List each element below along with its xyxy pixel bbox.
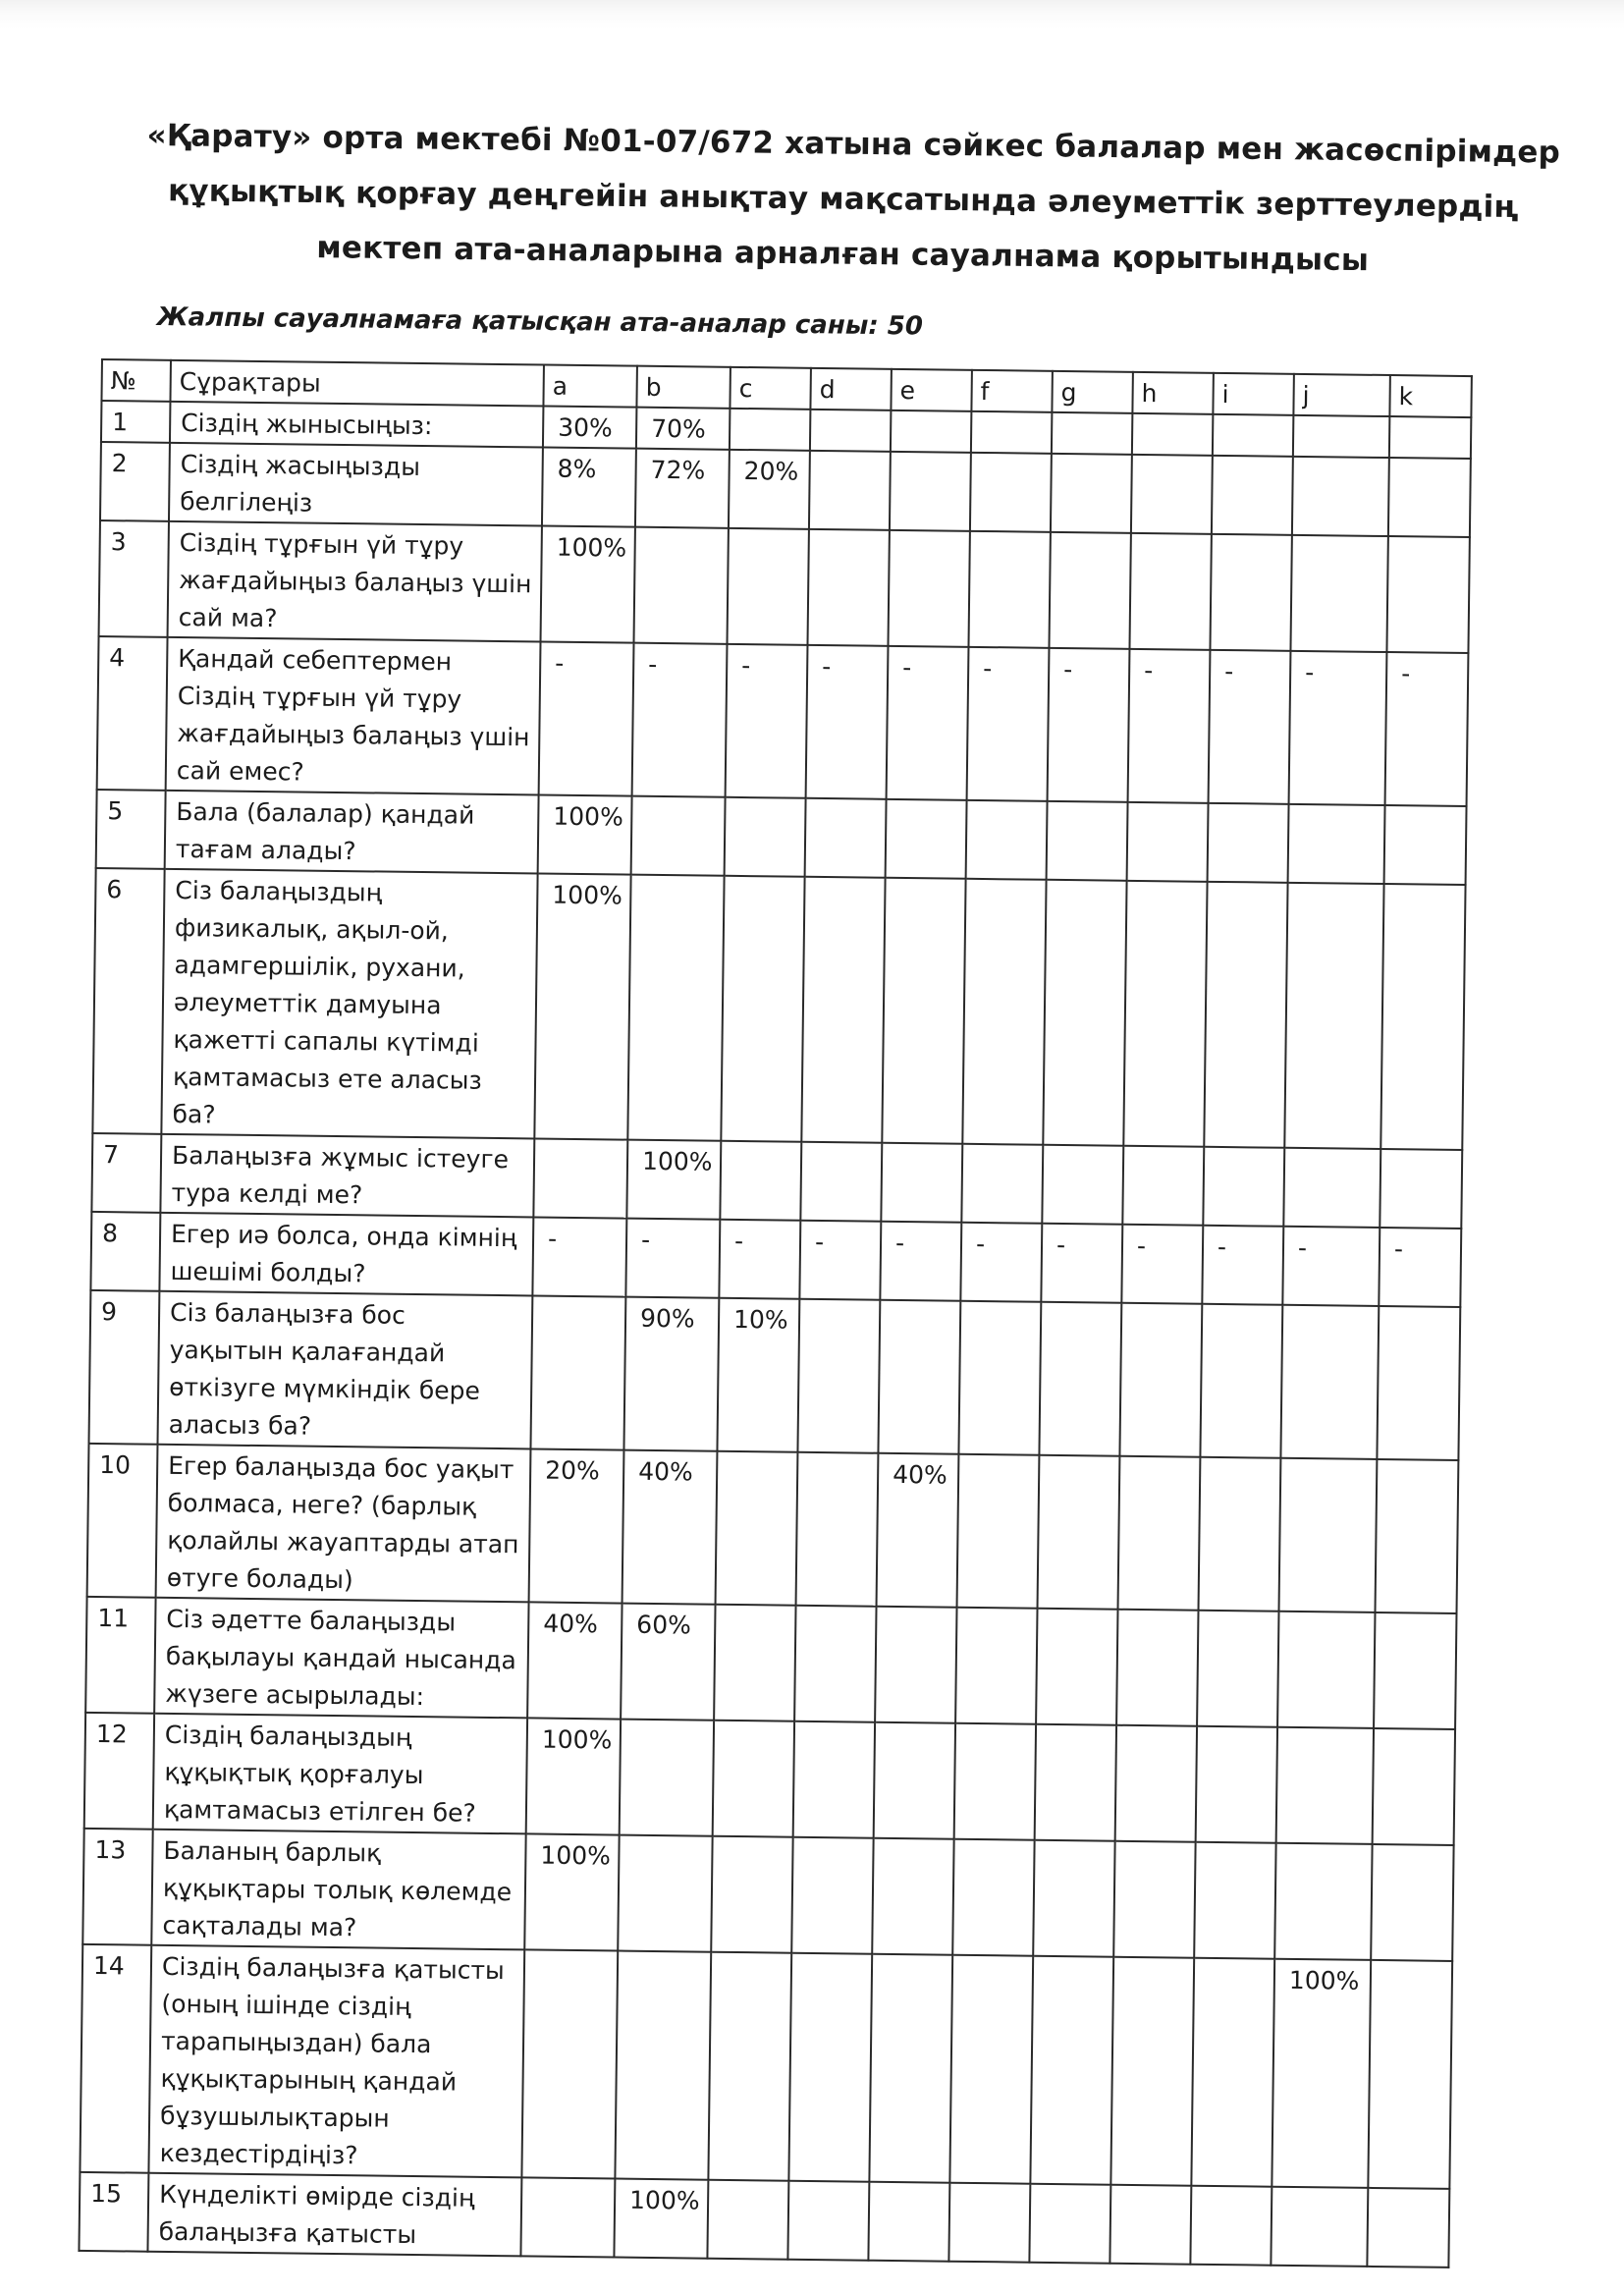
- answer-cell-b: 72%: [635, 449, 730, 528]
- answer-cell-h: [1116, 1610, 1198, 1726]
- row-number: 8: [90, 1212, 160, 1291]
- table-row: [84, 1713, 1455, 1845]
- row-number: 6: [92, 868, 164, 1134]
- answer-cell-j: [1284, 883, 1383, 1149]
- answer-cell-f: [962, 879, 1046, 1145]
- answer-cell-i: [1194, 1842, 1275, 1959]
- answer-cell-d: [787, 2181, 869, 2261]
- table-row: [85, 1597, 1456, 1729]
- header-g: g: [1052, 371, 1133, 413]
- answer-cell-d: [800, 1142, 882, 1222]
- row-number: 12: [84, 1713, 154, 1830]
- answer-cell-f: [958, 1301, 1041, 1455]
- answer-cell-b: 100%: [626, 1140, 721, 1220]
- answer-cell-b: [615, 1951, 711, 2180]
- title-line-1: «Қарату» орта мектебі №01-07/672 хатына сәйкес балалар мен жасөспірімдер: [146, 117, 1561, 171]
- answer-cell-c: [720, 1141, 801, 1221]
- answer-cell-a: 100%: [541, 525, 635, 642]
- answer-cell-g: [1030, 1956, 1113, 2185]
- answer-cell-i: [1210, 534, 1291, 651]
- answer-cell-f: [949, 1955, 1033, 2184]
- answer-cell-h: [1110, 2185, 1191, 2265]
- question-cell: Сіздің тұрғын үй тұру жағдайыңыз балаңыз үшін сай ма?: [168, 521, 542, 642]
- answer-cell-j: [1279, 1458, 1378, 1612]
- answer-cell-h: [1115, 1725, 1197, 1842]
- answer-cell-g: [1035, 1724, 1116, 1841]
- answer-cell-f: [968, 531, 1050, 648]
- answer-cell-g: [1029, 2184, 1110, 2264]
- answer-cell-d: [794, 1606, 876, 1722]
- answer-cell-h: [1129, 533, 1211, 650]
- answer-cell-b: 70%: [636, 408, 731, 450]
- answer-cell-k: [1371, 1844, 1453, 1961]
- question-cell: Сіздің жасыңызды белгілеңіз: [169, 443, 543, 526]
- question-cell: Егер иә болса, онда кімнің шешімі болды?: [159, 1213, 533, 1296]
- answer-cell-i: [1196, 1726, 1277, 1843]
- answer-cell-g: [1033, 1840, 1114, 1957]
- answer-cell-k: [1374, 1612, 1456, 1729]
- header-e: e: [891, 369, 972, 411]
- title-line-2: құқықтық қорғау деңгейін анықтау мақсатында әлеуметтік зерттеулердің: [167, 173, 1519, 226]
- table-row: [89, 1290, 1461, 1460]
- answer-cell-f: [957, 1454, 1040, 1609]
- answer-cell-k: [1384, 805, 1467, 885]
- header-c: c: [730, 367, 811, 410]
- table-row: [99, 520, 1470, 653]
- answer-cell-h: [1118, 1456, 1201, 1611]
- answer-cell-c: [708, 1952, 791, 2181]
- answer-cell-k: [1373, 1728, 1455, 1845]
- answer-cell-k: [1386, 536, 1469, 653]
- answer-cell-d: [791, 1837, 873, 1954]
- answer-cell-c: [707, 2180, 788, 2260]
- answer-cell-j: [1290, 535, 1387, 652]
- answer-cell-j: [1280, 1305, 1379, 1459]
- answer-cell-c: [716, 1451, 798, 1606]
- answer-cell-e: [882, 878, 965, 1144]
- answer-cell-k: [1389, 416, 1472, 459]
- question-cell: Балаңызға жұмыс істеуге тура келді ме?: [160, 1134, 534, 1218]
- answer-cell-g: [1049, 532, 1130, 649]
- answer-cell-g: [1039, 1302, 1121, 1456]
- answer-cell-j: [1276, 1727, 1374, 1844]
- answer-cell-j: [1288, 804, 1385, 884]
- answer-cell-i: [1213, 414, 1294, 457]
- question-cell: Баланың барлық құқықтары толық көлемде сақталады ма?: [151, 1830, 525, 1950]
- answer-cell-b: 90%: [623, 1297, 719, 1451]
- answer-cell-f: [970, 453, 1052, 532]
- answer-cell-h: [1119, 1303, 1202, 1457]
- header-j: j: [1293, 374, 1390, 416]
- answer-cell-b: 100%: [614, 2179, 708, 2259]
- answer-cell-e: [886, 799, 967, 879]
- answer-cell-h: [1113, 1841, 1195, 1958]
- table-row: [97, 636, 1469, 806]
- answer-cell-d: [805, 798, 887, 878]
- answer-cell-i: [1212, 456, 1293, 535]
- row-number: 4: [97, 636, 168, 791]
- answer-cell-e: -: [887, 646, 969, 800]
- answer-cell-e: [891, 410, 972, 453]
- answer-cell-f: -: [960, 1223, 1042, 1302]
- answer-cell-d: [796, 1452, 879, 1607]
- answer-cell-a: [530, 1295, 625, 1449]
- header-b: b: [636, 366, 731, 409]
- question-cell: Бала (балалар) қандай тағам алады?: [165, 791, 539, 874]
- answer-cell-c: [714, 1605, 795, 1721]
- answer-cell-f: [952, 1839, 1034, 1956]
- table-body: [79, 401, 1471, 2268]
- answer-cell-f: -: [967, 647, 1050, 801]
- answer-cell-i: [1199, 1457, 1281, 1612]
- answer-cell-c: [713, 1721, 794, 1837]
- answer-cell-c: [725, 797, 806, 877]
- answer-cell-g: [1052, 412, 1133, 455]
- answer-cell-i: [1191, 1958, 1274, 2187]
- answer-cell-f: [948, 2183, 1030, 2263]
- answer-cell-j: 100%: [1272, 1959, 1371, 2188]
- answer-cell-k: [1380, 1149, 1462, 1229]
- answer-cell-e: [872, 1838, 953, 1955]
- row-number: 14: [80, 1944, 151, 2173]
- answer-cell-d: [810, 410, 892, 452]
- row-number: 15: [79, 2172, 148, 2252]
- table-row: [87, 1444, 1459, 1613]
- question-cell: Сіздің жынысыңыз:: [170, 402, 543, 448]
- answer-cell-g: [1047, 801, 1128, 881]
- row-number: 1: [101, 401, 171, 443]
- answer-cell-h: -: [1121, 1225, 1203, 1304]
- answer-cell-k: -: [1385, 652, 1469, 806]
- answer-cell-j: [1292, 457, 1389, 536]
- row-number: 13: [82, 1829, 152, 1945]
- results-table-wrapper: [78, 358, 1472, 2268]
- answer-cell-a: -: [532, 1217, 626, 1296]
- answer-cell-c: -: [726, 644, 808, 798]
- answer-cell-i: -: [1209, 650, 1291, 804]
- question-cell: Сіздің балаңызға қатысты (оның ішінде сіздің тарапыңыздан) бала құқықтарының қандай бұзушылықтарын кездестірдіңіз?: [148, 1945, 524, 2178]
- question-cell: Егер балаңызда бос уақыт болмаса, неге? (барлық қолайлы жауаптарды атап өтуге болады): [156, 1445, 531, 1603]
- answer-cell-e: [874, 1722, 955, 1839]
- answer-cell-e: [878, 1300, 960, 1454]
- answer-cell-e: -: [880, 1222, 961, 1301]
- answer-cell-c: [730, 409, 811, 451]
- answer-cell-a: [520, 2177, 615, 2257]
- answer-cell-a: 100%: [524, 1833, 619, 1950]
- answer-cell-c: [721, 876, 804, 1142]
- table-row: [92, 868, 1465, 1150]
- answer-cell-f: [966, 800, 1048, 880]
- row-number: 10: [87, 1444, 158, 1598]
- answer-cell-j: [1293, 415, 1390, 458]
- answer-cell-b: 60%: [621, 1604, 715, 1721]
- answer-cell-a: 100%: [534, 873, 630, 1139]
- answer-cell-h: [1110, 1957, 1194, 2186]
- answer-cell-b: [631, 796, 726, 876]
- answer-cell-a: 30%: [543, 407, 637, 449]
- row-number: 2: [100, 442, 170, 521]
- header-i: i: [1213, 373, 1294, 415]
- answer-cell-a: 20%: [529, 1448, 624, 1603]
- answer-cell-i: [1204, 882, 1287, 1148]
- answer-cell-j: [1283, 1148, 1380, 1228]
- answer-cell-c: -: [719, 1220, 800, 1299]
- answer-cell-a: 40%: [527, 1602, 622, 1719]
- answer-cell-h: -: [1128, 649, 1211, 803]
- answer-cell-k: [1388, 458, 1471, 537]
- answer-cell-b: [627, 875, 724, 1141]
- question-cell: Сіз балаңызға бос уақытын қалағандай өткізуге мүмкіндік бере аласыз ба?: [157, 1291, 532, 1449]
- question-cell: Сіз әдетте балаңызды бақылауы қандай нысанда жүзеге асырылады:: [154, 1598, 528, 1719]
- document-title: [145, 108, 1561, 290]
- answer-cell-f: [971, 411, 1053, 454]
- answer-cell-h: [1122, 1146, 1204, 1226]
- answer-cell-d: -: [806, 645, 889, 799]
- answer-cell-k: [1368, 1960, 1452, 2189]
- table-row: [80, 1944, 1452, 2189]
- answer-cell-b: [634, 527, 729, 644]
- answer-cell-h: [1123, 881, 1207, 1147]
- answer-cell-f: [961, 1144, 1043, 1224]
- results-table: [78, 358, 1472, 2268]
- answer-cell-g: -: [1048, 648, 1130, 802]
- title-line-3: мектеп ата-аналарына арналған сауалнама қорытындысы: [316, 230, 1370, 279]
- answer-cell-h: [1127, 802, 1209, 882]
- answer-cell-k: [1367, 2188, 1449, 2268]
- answer-cell-c: [711, 1836, 792, 1953]
- answer-cell-d: [788, 1953, 872, 2182]
- answer-cell-b: [618, 1835, 712, 1952]
- answer-cell-i: [1200, 1304, 1282, 1458]
- answer-cell-f: [955, 1608, 1037, 1724]
- answer-cell-e: 40%: [877, 1453, 959, 1608]
- row-number: 7: [91, 1133, 161, 1213]
- answer-cell-g: [1042, 1145, 1123, 1225]
- answer-cell-d: [797, 1299, 880, 1453]
- answer-cell-g: [1038, 1455, 1120, 1610]
- answer-cell-e: [888, 530, 969, 647]
- question-cell: Күнделікті өмірде сіздің балаңызға қатысты: [147, 2173, 521, 2257]
- answer-cell-j: [1274, 1843, 1372, 1960]
- answer-cell-g: [1036, 1609, 1117, 1725]
- answer-cell-a: 8%: [542, 448, 636, 527]
- answer-cell-e: [875, 1607, 956, 1723]
- answer-cell-j: [1271, 2187, 1368, 2267]
- answer-cell-e: [869, 1954, 952, 2183]
- header-h: h: [1132, 372, 1214, 414]
- answer-cell-j: -: [1289, 651, 1387, 805]
- answer-cell-k: [1375, 1459, 1458, 1613]
- header-question: Сұрақтары: [170, 360, 543, 407]
- answer-cell-i: [1208, 803, 1289, 883]
- header-k: k: [1389, 375, 1472, 417]
- answer-cell-b: -: [632, 643, 728, 797]
- answer-cell-j: -: [1282, 1227, 1380, 1306]
- answer-cell-d: -: [799, 1221, 881, 1300]
- answer-cell-b: 40%: [623, 1450, 718, 1605]
- answer-cell-f: [954, 1723, 1036, 1840]
- answer-cell-d: [793, 1721, 875, 1838]
- answer-cell-c: 20%: [729, 450, 810, 529]
- table-row: [82, 1829, 1453, 1961]
- answer-cell-g: [1043, 880, 1126, 1146]
- answer-cell-k: [1377, 1306, 1460, 1460]
- answer-cell-i: [1197, 1611, 1278, 1727]
- answer-cell-k: [1380, 884, 1465, 1150]
- answer-cell-d: [809, 451, 891, 530]
- question-cell: Сіздің балаңыздың құқықтық қорғалуы қамтамасыз етілген бе?: [153, 1714, 527, 1834]
- answer-cell-h: [1132, 413, 1214, 456]
- answer-cell-j: [1277, 1612, 1375, 1728]
- row-number: 5: [96, 790, 166, 869]
- answer-cell-a: [533, 1138, 627, 1218]
- header-d: d: [810, 368, 892, 410]
- answer-cell-a: [521, 1949, 618, 2178]
- answer-cell-i: -: [1202, 1226, 1283, 1305]
- answer-cell-d: [801, 877, 885, 1143]
- answer-cell-g: -: [1041, 1224, 1122, 1303]
- answer-cell-e: [868, 2182, 949, 2262]
- answer-cell-a: 100%: [526, 1718, 621, 1834]
- answer-cell-b: -: [625, 1219, 720, 1298]
- answer-cell-a: -: [539, 641, 634, 795]
- row-number: 3: [99, 520, 169, 637]
- answer-cell-c: [727, 528, 808, 645]
- answer-cell-k: -: [1379, 1228, 1461, 1307]
- answer-cell-h: [1131, 455, 1213, 534]
- row-number: 9: [89, 1290, 160, 1445]
- answer-cell-i: [1203, 1147, 1284, 1227]
- question-cell: Сіз балаңыздың физикалық, ақыл-ой, адамгершілік, рухани, әлеуметтік дамуына қажетті сапалы күтімді қамтамасыз ете аласыз ба?: [161, 869, 537, 1139]
- answer-cell-e: [881, 1143, 962, 1223]
- answer-cell-d: [807, 529, 889, 646]
- header-f: f: [971, 370, 1053, 412]
- table-row: [79, 2172, 1449, 2268]
- question-cell: Қандай себептермен Сіздің тұрғын үй тұру жағдайыңыз балаңыз үшін сай емес?: [166, 637, 541, 795]
- answer-cell-a: 100%: [538, 794, 632, 874]
- answer-cell-c: 10%: [717, 1298, 799, 1452]
- answer-cell-b: [620, 1720, 714, 1836]
- header-a: a: [543, 365, 637, 408]
- participants-count: Жалпы сауалнамаға қатысқан ата-аналар саны: 50: [156, 302, 924, 342]
- answer-cell-e: [890, 452, 971, 531]
- header-num: №: [101, 359, 171, 402]
- row-number: 11: [85, 1597, 155, 1714]
- answer-cell-i: [1190, 2186, 1272, 2266]
- answer-cell-g: [1051, 454, 1132, 533]
